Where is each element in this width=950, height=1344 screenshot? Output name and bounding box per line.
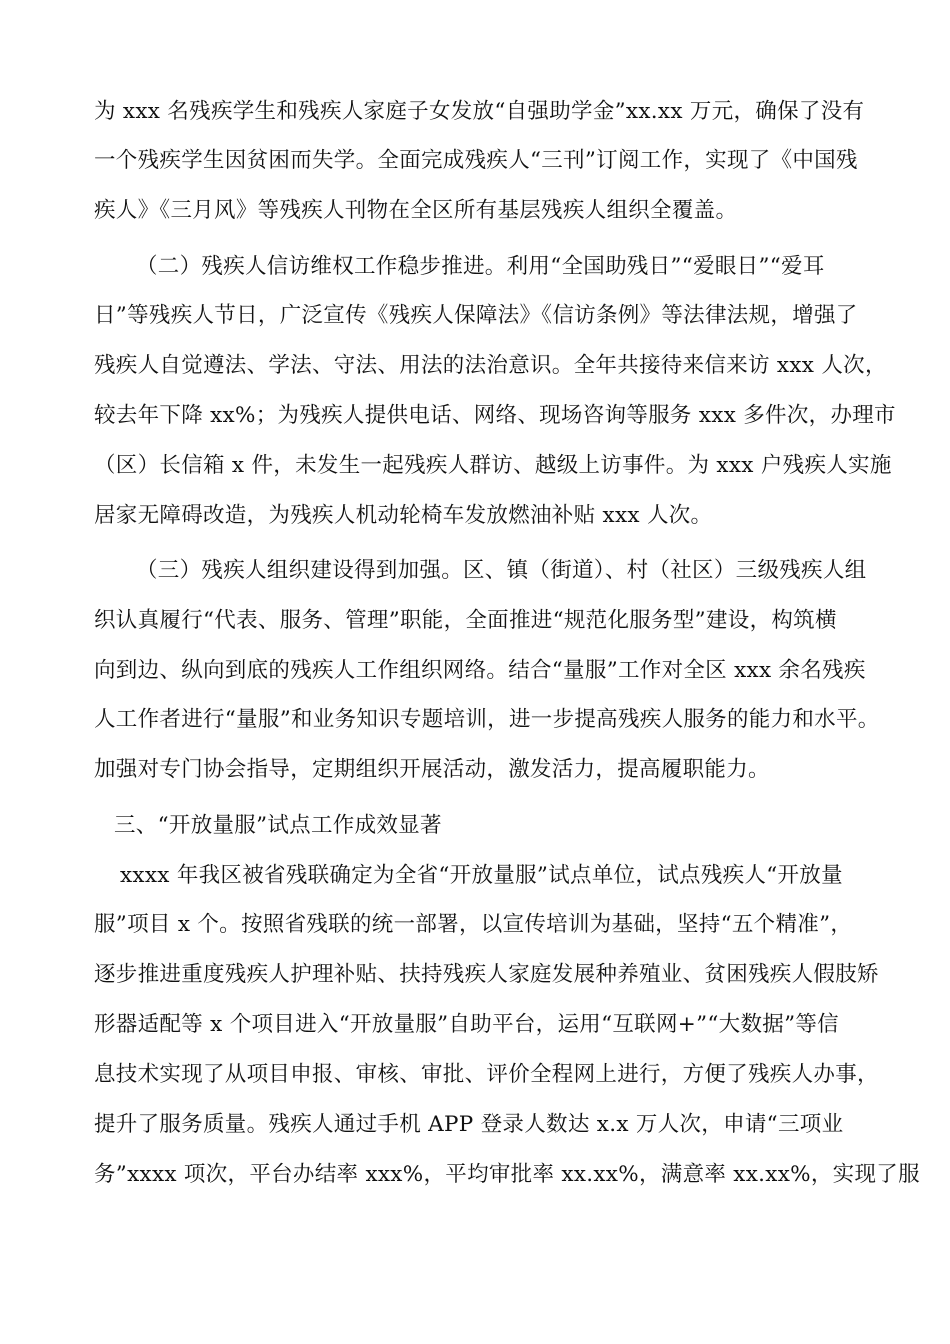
paragraph-line: 逐步推进重度残疾人护理补贴、扶持残疾人家庭发展种养殖业、贫困残疾人假肢矫: [94, 962, 879, 987]
paragraph-line: （二）残疾人信访维权工作稳步推进。利用“全国助残日”“爱眼日”“爱耳: [136, 254, 825, 279]
paragraph-line: 为 xxx 名残疾学生和残疾人家庭子女发放“自强助学金”xx.xx 万元，确保了没有: [94, 99, 865, 124]
paragraph-line: （三）残疾人组织建设得到加强。区、镇（街道）、村（社区）三级残疾人组: [136, 558, 867, 583]
paragraph-line: 服”项目 x 个。按照省残联的统一部署，以宣传培训为基础，坚持“五个精准”，: [94, 912, 853, 937]
paragraph-line: （区）长信箱 x 件，未发生一起残疾人群访、越级上访事件。为 xxx 户残疾人实施: [94, 453, 892, 478]
paragraph-line: 疾人》《三月风》等残疾人刊物在全区所有基层残疾人组织全覆盖。: [94, 198, 738, 223]
paragraph-line: 务”xxxx 项次，平台办结率 xxx%，平均审批率 xx.xx%，满意率 xx.xx%，实现了服: [94, 1162, 920, 1187]
paragraph-line: 较去年下降 xx%；为残疾人提供电话、网络、现场咨询等服务 xxx 多件次，办理市: [94, 403, 896, 428]
paragraph-line: 向到边、纵向到底的残疾人工作组织网络。结合“量服”工作对全区 xxx 余名残疾: [94, 658, 866, 683]
paragraph-line: 居家无障碍改造，为残疾人机动轮椅车发放燃油补贴 xxx 人次。: [94, 503, 713, 528]
paragraph-line: 残疾人自觉遵法、学法、守法、用法的法治意识。全年共接待来信来访 xxx 人次，: [94, 353, 887, 378]
paragraph-line: 息技术实现了从项目申报、审核、审批、评价全程网上进行，方便了残疾人办事，: [94, 1062, 879, 1087]
paragraph-line: 人工作者进行“量服”和业务知识专题培训，进一步提高残疾人服务的能力和水平。: [94, 707, 880, 732]
paragraph-line: 织认真履行“代表、服务、管理”职能，全面推进“规范化服务型”建设，构筑横: [94, 608, 837, 633]
paragraph-line: 日”等残疾人节日，广泛宣传《残疾人保障法》《信访条例》等法律法规，增强了: [94, 303, 858, 328]
paragraph-line: 形器适配等 x 个项目进入“开放量服”自助平台，运用“互联网+”“大数据”等信: [94, 1012, 839, 1037]
paragraph-line: 一个残疾学生因贫困而失学。全面完成残疾人“三刊”订阅工作，实现了《中国残: [94, 148, 858, 173]
paragraph-line: xxxx 年我区被省残联确定为全省“开放量服”试点单位，试点残疾人“开放量: [120, 863, 843, 888]
section-heading: 三、“开放量服”试点工作成效显著: [114, 813, 442, 838]
paragraph-line: 提升了服务质量。残疾人通过手机 APP 登录人数达 x.x 万人次，申请“三项业: [94, 1112, 844, 1137]
paragraph-line: 加强对专门协会指导，定期组织开展活动，激发活力，提高履职能力。: [94, 757, 770, 782]
